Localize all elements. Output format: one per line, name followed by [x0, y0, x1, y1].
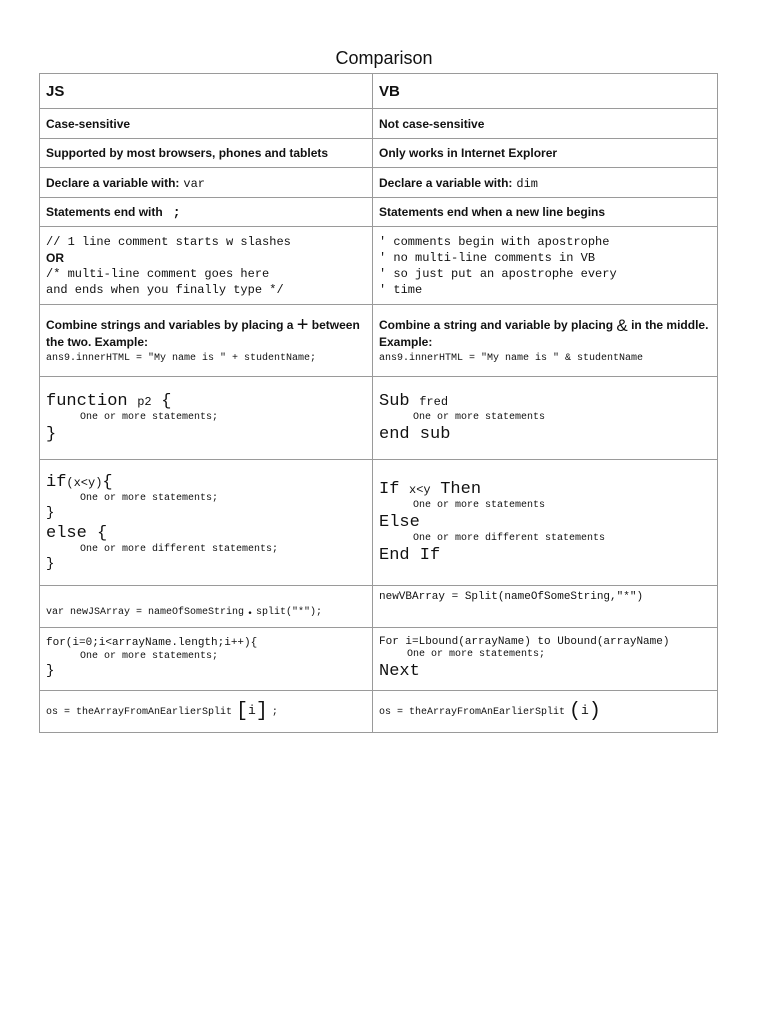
- ampersand-symbol: &: [616, 316, 628, 335]
- vb-combine-text2: in the middle. Example:: [379, 318, 709, 349]
- js-if-condition: (x<y): [66, 475, 103, 490]
- vb-case: Not case-sensitive: [373, 109, 718, 139]
- vb-function: [373, 377, 718, 460]
- vb-index-close: ): [588, 700, 601, 723]
- vb-combine-code: ans9.innerHTML = "My name is " & studentName: [379, 353, 644, 364]
- vb-comment-line: ' so just put an apostrophe every: [379, 266, 617, 281]
- vb-declare: [373, 168, 718, 198]
- js-split: [40, 586, 373, 628]
- js-for-close: }: [46, 663, 55, 680]
- vb-split: newVBArray = Split(nameOfSomeString,"*"): [373, 586, 718, 628]
- js-function-close: }: [46, 425, 57, 444]
- page-title: Comparison: [335, 48, 433, 68]
- table-row-index: [40, 691, 718, 733]
- vb-ifelse: [373, 460, 718, 586]
- vb-comment-line: ' no multi-line comments in VB: [379, 250, 596, 265]
- js-comments: [40, 227, 373, 305]
- js-split-code2: split("*");: [256, 607, 323, 618]
- js-function-body: One or more statements;: [80, 412, 219, 423]
- js-comment-line: // 1 line comment starts w slashes: [46, 234, 291, 249]
- js-index-open: [: [236, 700, 249, 723]
- dot-symbol: .: [248, 601, 253, 618]
- vb-comment-line: ' time: [379, 282, 423, 297]
- vb-else: Else: [379, 512, 420, 532]
- vb-end-if: End If: [379, 546, 441, 566]
- vb-sub-keyword: Sub: [379, 391, 410, 411]
- js-function: [40, 377, 373, 460]
- js-combine-code: ans9.innerHTML = "My name is " + studentName;: [46, 353, 317, 364]
- js-comment-line: and ends when you finally type */: [46, 282, 284, 297]
- js-if-keyword: if: [46, 472, 67, 492]
- js-for-body: One or more statements;: [80, 651, 219, 663]
- vb-sub-body: One or more statements: [413, 412, 546, 423]
- vb-index: [373, 691, 718, 733]
- vb-comment-line: ' comments begin with apostrophe: [379, 234, 610, 249]
- js-if-open: {: [102, 472, 113, 492]
- js-index-end: ;: [271, 707, 278, 718]
- table-row-ifelse: [40, 460, 718, 586]
- js-function-open: {: [161, 391, 172, 411]
- js-comment-or: OR: [46, 250, 64, 265]
- vb-combine-text: Combine a string and variable by placing: [379, 318, 614, 332]
- vb-index-open: (: [569, 700, 582, 723]
- table-row-loop: [40, 628, 718, 691]
- js-support: Supported by most browsers, phones and tablets: [40, 139, 373, 168]
- vb-comments: [373, 227, 718, 305]
- js-declare-code: var: [183, 176, 206, 191]
- js-index-var: i: [248, 703, 256, 718]
- vb-support: Only works in Internet Explorer: [373, 139, 718, 168]
- vb-loop: [373, 628, 718, 691]
- vb-if-condition: x<y: [409, 482, 431, 497]
- vb-sub-name: fred: [419, 394, 449, 409]
- table-row-declare: [40, 168, 718, 198]
- vb-if-keyword: If: [379, 479, 400, 499]
- vb-combine: [373, 305, 718, 377]
- js-function-name: p2: [137, 394, 152, 409]
- js-split-code: var newJSArray = nameOfSomeString: [46, 607, 245, 618]
- vb-statements: Statements end when a new line begins: [373, 198, 718, 227]
- js-statements: [40, 198, 373, 227]
- js-statements-label: Statements end with: [46, 205, 163, 219]
- table-row-function: [40, 377, 718, 460]
- js-function-keyword: function: [46, 391, 128, 411]
- vb-index-var: i: [581, 703, 589, 718]
- js-ifelse: [40, 460, 373, 586]
- header-vb: VB: [373, 74, 718, 109]
- js-comment-line: /* multi-line comment goes here: [46, 266, 270, 281]
- table-row-combine: [40, 305, 718, 377]
- js-for-line: for(i=0;i<arrayName.length;i++){: [46, 637, 258, 650]
- js-declare-label: Declare a variable with:: [46, 175, 180, 190]
- js-if-close: }: [46, 505, 55, 521]
- vb-then-keyword: Then: [440, 479, 482, 499]
- js-else: else {: [46, 523, 108, 543]
- js-index-code: os = theArrayFromAnEarlierSplit: [46, 707, 233, 718]
- table-row-support: [40, 139, 718, 168]
- js-index: [40, 691, 373, 733]
- comparison-table: [39, 73, 718, 733]
- js-if-body: One or more statements;: [80, 493, 219, 504]
- table-row-header: [40, 74, 718, 109]
- js-statements-code: ;: [172, 205, 181, 220]
- vb-index-code: os = theArrayFromAnEarlierSplit: [379, 707, 566, 718]
- vb-else-body: One or more different statements: [413, 533, 606, 545]
- header-js: JS: [40, 74, 373, 109]
- js-combine: [40, 305, 373, 377]
- js-case: Case-sensitive: [40, 109, 373, 139]
- js-declare: [40, 168, 373, 198]
- js-else-close: }: [46, 555, 55, 572]
- vb-declare-code: dim: [516, 176, 539, 191]
- vb-for-line: For i=Lbound(arrayName) to Ubound(arrayName): [379, 635, 670, 648]
- vb-next: Next: [379, 662, 420, 682]
- table-row-comments: [40, 227, 718, 305]
- table-row-split: [40, 586, 718, 628]
- js-loop: [40, 628, 373, 691]
- table-row-statements: [40, 198, 718, 227]
- vb-end-sub: end sub: [379, 425, 451, 444]
- vb-for-body: One or more statements;: [407, 649, 546, 661]
- plus-symbol: +: [296, 314, 309, 336]
- table-row-case: [40, 109, 718, 139]
- js-combine-text: Combine strings and variables by placing a: [46, 318, 294, 332]
- js-index-close: ]: [255, 700, 268, 723]
- vb-if-body: One or more statements: [413, 499, 546, 511]
- vb-declare-label: Declare a variable with:: [379, 175, 513, 190]
- js-else-body: One or more different statements;: [80, 543, 279, 555]
- js-combine-text2: between the two. Example:: [46, 318, 360, 349]
